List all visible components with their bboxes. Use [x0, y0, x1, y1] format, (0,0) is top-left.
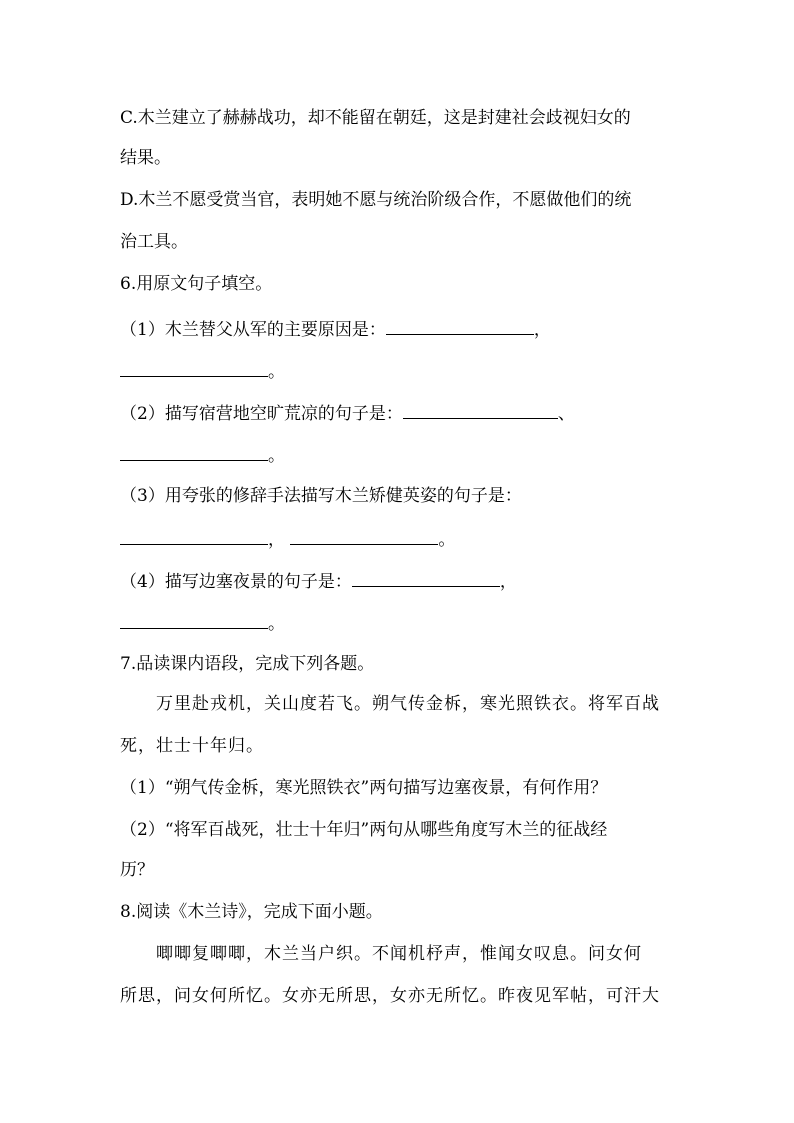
q7-sub-2-line2: 历？ — [120, 860, 154, 880]
q7-sub-1: （1）“朔气传金柝，寒光照铁衣”两句描写边塞夜景，有何作用？ — [120, 778, 608, 798]
q6-item-1-sep: ， — [533, 320, 551, 340]
q6-item-4-blank-b[interactable] — [120, 610, 268, 629]
q6-item-1-label: （1）木兰替父从军的主要原因是： — [120, 320, 386, 340]
q6-item-3: （3）用夸张的修辞手法描写木兰矫健英姿的句子是： — [120, 486, 522, 506]
q6-item-2 — [120, 400, 575, 426]
q6-item-3-blank-a[interactable] — [120, 526, 268, 545]
q6-item-4-cont — [120, 610, 285, 636]
q6-item-2-sep: 、 — [557, 404, 575, 424]
q6-item-4-label: （4）描写边塞夜景的句子是： — [120, 572, 352, 592]
q8-title: 8.阅读《木兰诗》，完成下面小题。 — [120, 902, 383, 922]
option-c-line1: C.木兰建立了赫赫战功，却不能留在朝廷，这是封建社会歧视妇女的 — [120, 108, 631, 128]
q6-title: 6.用原文句子填空。 — [120, 274, 273, 294]
q6-item-4-sep: ， — [499, 572, 517, 592]
q7-passage-line1: 万里赴戎机，关山度若飞。朔气传金柝，寒光照铁衣。将军百战 — [156, 694, 660, 714]
q6-item-1-cont — [120, 358, 285, 384]
q6-item-2-blank-a[interactable] — [403, 400, 558, 419]
q6-item-3-cont — [120, 526, 455, 552]
q6-item-1-blank-a[interactable] — [386, 316, 534, 335]
q6-item-3-end: 。 — [438, 530, 456, 550]
q6-item-1-end: 。 — [268, 362, 285, 382]
q6-item-1-blank-b[interactable] — [120, 358, 268, 377]
q6-item-4 — [120, 568, 517, 594]
q6-item-2-end: 。 — [268, 446, 285, 466]
q6-item-2-label: （2）描写宿营地空旷荒凉的句子是： — [120, 404, 403, 424]
q6-item-3-sep: ， — [268, 530, 285, 550]
option-d-line1: D.木兰不愿受赏当官，表明她不愿与统治阶级合作，不愿做他们的统 — [120, 190, 632, 210]
q8-passage-line2: 所思，问女何所忆。女亦无所思，女亦无所忆。昨夜见军帖，可汗大 — [120, 986, 660, 1006]
q7-title: 7.品读课内语段，完成下列各题。 — [120, 654, 375, 674]
q6-item-3-blank-b[interactable] — [290, 526, 438, 545]
q6-item-2-cont — [120, 442, 285, 468]
option-d-line2: 治工具。 — [120, 232, 188, 252]
q6-item-1 — [120, 316, 551, 342]
q7-passage-line2: 死，壮士十年归。 — [120, 736, 264, 756]
q8-passage-line1: 唧唧复唧唧，木兰当户织。不闻机杼声，惟闻女叹息。问女何 — [156, 944, 642, 964]
q6-item-4-blank-a[interactable] — [352, 568, 500, 587]
q6-item-4-end: 。 — [268, 614, 285, 634]
option-c-line2: 结果。 — [120, 148, 171, 168]
q7-sub-2-line1: （2）“将军百战死，壮士十年归”两句从哪些角度写木兰的征战经 — [120, 820, 608, 840]
q6-item-2-blank-b[interactable] — [120, 442, 268, 461]
